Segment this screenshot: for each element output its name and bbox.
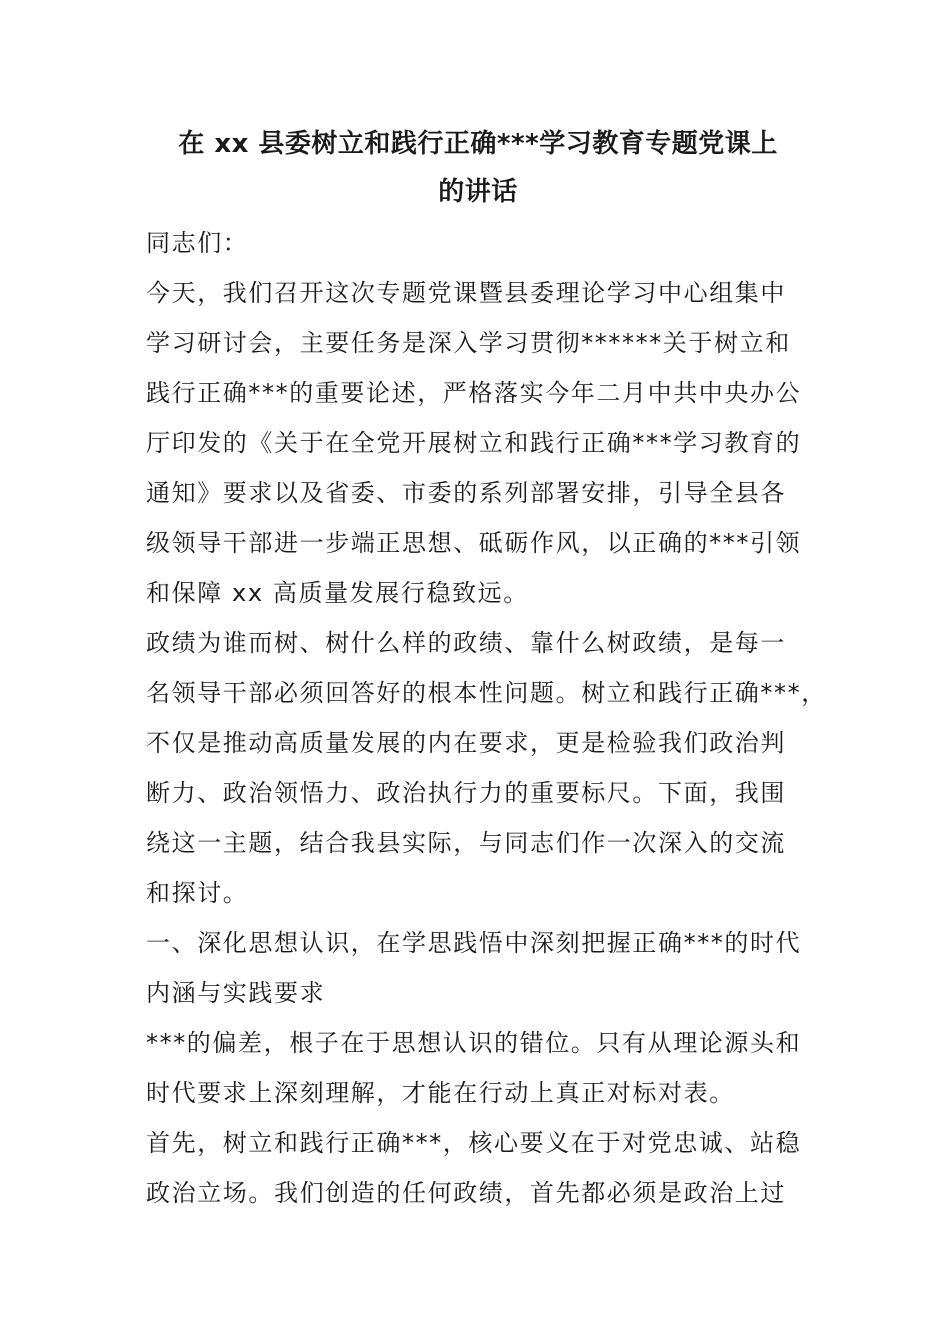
section-heading-1 bbox=[146, 918, 810, 1018]
paragraph-line: 今天，我们召开这次专题党课暨县委理论学习中心组集中 bbox=[146, 279, 786, 307]
paragraph-line: 级领导干部进一步端正思想、砥砺作风，以正确的***引领 bbox=[146, 529, 802, 557]
paragraph-purpose bbox=[146, 618, 827, 918]
paragraph-line: 名领导干部必须回答好的根本性问题。树立和践行正确***， bbox=[146, 679, 827, 707]
paragraph-root-cause bbox=[146, 1018, 810, 1118]
paragraph-line: 首先，树立和践行正确***，核心要义在于对党忠诚、站稳 bbox=[146, 1129, 802, 1157]
paragraph-opening bbox=[146, 268, 810, 618]
salutation bbox=[146, 218, 810, 268]
paragraph-line: 断力、政治领悟力、政治执行力的重要标尺。下面，我围 bbox=[146, 779, 786, 807]
title-line-1: 在 xx 县委树立和践行正确***学习教育专题党课上 bbox=[178, 129, 778, 159]
heading-line: 一、深化思想认识，在学思践悟中深刻把握正确***的时代 bbox=[146, 929, 802, 957]
title-line-2: 的讲话 bbox=[438, 177, 518, 207]
heading-line: 内涵与实践要求 bbox=[146, 979, 326, 1007]
paragraph-first-point bbox=[146, 1118, 810, 1218]
paragraph-line: 时代要求上深刻理解，才能在行动上真正对标对表。 bbox=[146, 1079, 735, 1107]
paragraph-line: 和探讨。 bbox=[146, 879, 249, 907]
paragraph-line: 不仅是推动高质量发展的内在要求，更是检验我们政治判 bbox=[146, 729, 786, 757]
paragraph-line: ***的偏差，根子在于思想认识的错位。只有从理论源头和 bbox=[146, 1029, 802, 1057]
salutation-text: 同志们： bbox=[146, 229, 249, 257]
document-title bbox=[146, 120, 810, 216]
paragraph-line: 绕这一主题，结合我县实际，与同志们作一次深入的交流 bbox=[146, 829, 786, 857]
paragraph-line: 践行正确***的重要论述，严格落实今年二月中共中央办公 bbox=[146, 379, 802, 407]
paragraph-line: 政绩为谁而树、树什么样的政绩、靠什么树政绩，是每一 bbox=[146, 629, 786, 657]
paragraph-line: 通知》要求以及省委、市委的系列部署安排，引导全县各 bbox=[146, 479, 786, 507]
paragraph-line: 和保障 xx 高质量发展行稳致远。 bbox=[146, 579, 529, 607]
document-body bbox=[146, 120, 827, 1218]
paragraph-line: 厅印发的《关于在全党开展树立和践行正确***学习教育的 bbox=[146, 429, 802, 457]
paragraph-line: 政治立场。我们创造的任何政绩，首先都必须是政治上过 bbox=[146, 1179, 786, 1207]
paragraph-line: 学习研讨会，主要任务是深入学习贯彻******关于树立和 bbox=[146, 329, 791, 357]
